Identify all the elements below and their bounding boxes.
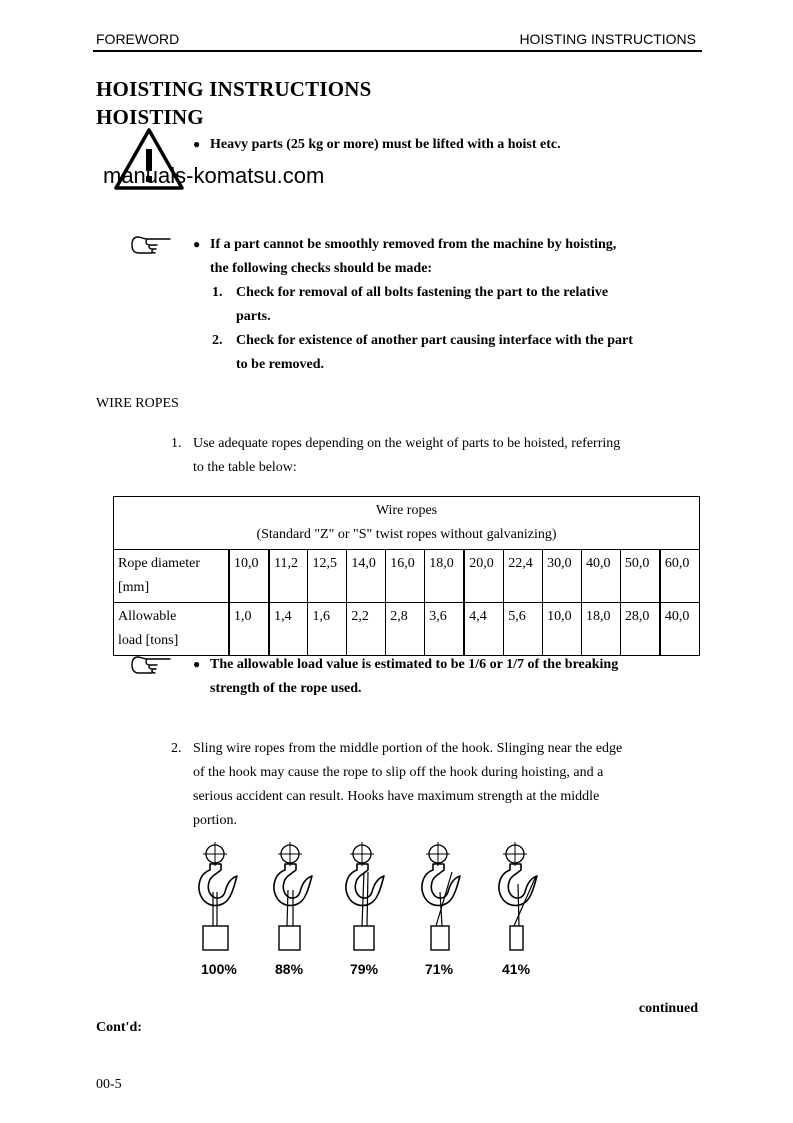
- note1-item1-line-1: Check for removal of all bolts fastening the part to the relative: [236, 285, 609, 300]
- watermark: manuals-komatsu.com: [103, 163, 325, 188]
- step1-num: 1.: [171, 436, 182, 451]
- table-cell: 2,8: [386, 603, 425, 656]
- table-cell: 40,0: [660, 603, 700, 656]
- table-cell: 60,0: [660, 550, 700, 603]
- table-row: [114, 603, 700, 656]
- note1-bullet: ●: [193, 237, 201, 251]
- note1-item1-line-2: parts.: [236, 309, 271, 324]
- note2-line-2: strength of the rope used.: [210, 681, 362, 696]
- table-cell: 22,4: [504, 550, 543, 603]
- wire-rope-table: [113, 496, 700, 656]
- table-header-line-1: Wire ropes: [375, 503, 438, 518]
- wire-ropes-heading: WIRE ROPES: [96, 396, 179, 411]
- crane-hook-icon: [199, 842, 237, 950]
- note2-bullet: ●: [193, 657, 201, 671]
- table-header-row: [114, 497, 700, 550]
- note1-item2-num: 2.: [212, 333, 223, 348]
- table-cell: 10,0: [229, 550, 269, 603]
- table-cell: 18,0: [582, 603, 621, 656]
- step2-line-2: of the hook may cause the rope to slip off the hook during hoisting, and a: [193, 765, 604, 780]
- table-cell: 10,0: [543, 603, 582, 656]
- note1-item2-line-2: to be removed.: [236, 357, 324, 372]
- table-cell: 11,2: [269, 550, 308, 603]
- note2-line-1: The allowable load value is estimated to be 1/6 or 1/7 of the breaking: [210, 657, 619, 672]
- table-header-cell: [114, 497, 700, 550]
- crane-hook-icon: [499, 842, 537, 950]
- page-title: HOISTING INSTRUCTIONS: [96, 77, 372, 101]
- table-cell: 40,0: [582, 550, 621, 603]
- table-cell: 30,0: [543, 550, 582, 603]
- crane-hook-icon: [274, 842, 312, 950]
- hook-label-4: 71%: [425, 961, 454, 977]
- note1-item1-num: 1.: [212, 285, 223, 300]
- step1-line-2: to the table below:: [193, 460, 297, 475]
- step2-line-3: serious accident can result. Hooks have maximum strength at the middle: [193, 789, 600, 804]
- table-cell: 5,6: [504, 603, 543, 656]
- header-rule: [93, 50, 702, 52]
- step2-num: 2.: [171, 741, 182, 756]
- note1-line-1: If a part cannot be smoothly removed from the machine by hoisting,: [210, 237, 617, 252]
- table-cell: 50,0: [620, 550, 660, 603]
- table-cell: 16,0: [386, 550, 425, 603]
- table-cell: 18,0: [425, 550, 465, 603]
- hook-label-1: 100%: [201, 961, 237, 977]
- hook-label-2: 88%: [275, 961, 304, 977]
- continued-label: continued: [638, 1001, 698, 1016]
- table-cell: 28,0: [620, 603, 660, 656]
- table-cell: 20,0: [464, 550, 504, 603]
- table-cell: 12,5: [308, 550, 347, 603]
- row-label-line-1: Rope diameter: [118, 556, 201, 571]
- table-row: [114, 550, 700, 603]
- step2-line-1: Sling wire ropes from the middle portion of the hook. Slinging near the edge: [193, 741, 623, 756]
- row-label-line-2: load [tons]: [118, 633, 179, 648]
- table-cell: 3,6: [425, 603, 465, 656]
- hook-label-5: 41%: [502, 961, 531, 977]
- table-cell: 1,0: [229, 603, 269, 656]
- warning-text: Heavy parts (25 kg or more) must be lifted with a hoist etc.: [210, 137, 561, 152]
- hook-label-3: 79%: [350, 961, 379, 977]
- note1-line-2: the following checks should be made:: [210, 261, 433, 276]
- step1-line-1: Use adequate ropes depending on the weight of parts to be hoisted, referring: [193, 436, 621, 451]
- table-cell: 14,0: [347, 550, 386, 603]
- table-header-line-2: (Standard "Z" or "S" twist ropes without galvanizing): [256, 527, 557, 542]
- table-row-label: [114, 550, 230, 603]
- pointing-hand-icon: [130, 234, 172, 256]
- table-cell: 1,6: [308, 603, 347, 656]
- table-cell: 1,4: [269, 603, 308, 656]
- crane-hook-icon: [346, 842, 384, 950]
- note1-item2-line-1: Check for existence of another part causing interface with the part: [236, 333, 633, 348]
- table-cell: 2,2: [347, 603, 386, 656]
- row-label-line-1: Allowable: [118, 609, 177, 624]
- pointing-hand-icon: [130, 654, 172, 676]
- header-right: HOISTING INSTRUCTIONS: [519, 31, 696, 47]
- table-cell: 4,4: [464, 603, 504, 656]
- row-label-line-2: [mm]: [118, 580, 150, 595]
- header-left: FOREWORD: [96, 31, 180, 47]
- section-title: HOISTING: [96, 105, 204, 129]
- table-row-label: [114, 603, 230, 656]
- crane-hook-icon: [422, 842, 460, 950]
- step2-line-4: portion.: [193, 813, 237, 828]
- contd-label: Cont'd:: [96, 1020, 142, 1035]
- hook-illustrations: [190, 842, 550, 954]
- page-number: 00-5: [96, 1077, 122, 1092]
- warning-bullet: ●: [193, 137, 201, 151]
